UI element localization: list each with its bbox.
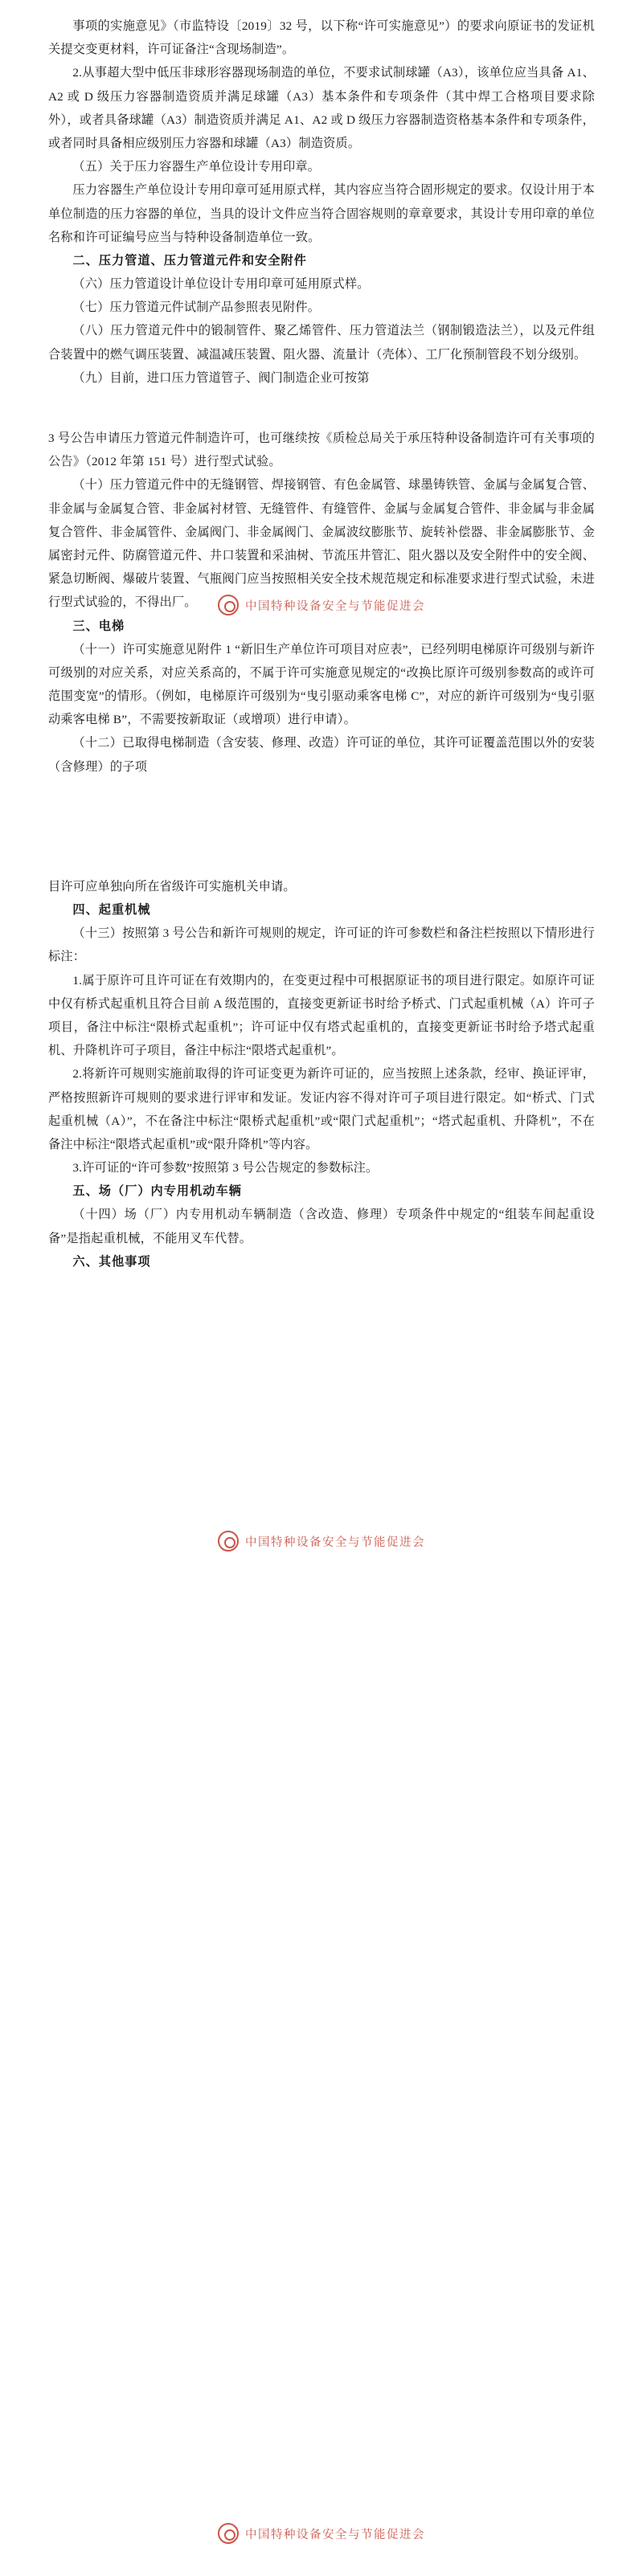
section-heading: 五、场（厂）内专用机动车辆 (72, 1184, 242, 1199)
certification-seal-icon (218, 1531, 239, 1552)
watermark (0, 2523, 643, 2544)
paragraph: （六）压力管道设计单位设计专用印章可延用原式样。 (72, 277, 370, 292)
paragraph: 1.属于原许可且许可证在有效期内的，在变更过程中可根据原证书的项目进行限定。如原许可证中仅有桥式起重机且符合目前 A 级范围的，直接变更新证书时给予桥式、门式起重机械（A）许可子项目，备注中标注“限桥式起重机”；许可证中仅有塔式起重机的，直接变更新证书时给予塔式起重机、升降机许可子项目，备注中标注“限塔式起重机”。 (48, 973, 595, 1058)
paragraph: （十）压力管道元件中的无缝钢管、焊接钢管、有色金属管、球墨铸铁管、金属与金属复合管、非金属与金属复合管、非金属衬材管、无缝管件、有缝管件、金属与金属复合管件、非金属与非金属复合管件、非金属管件、金属阀门、非金属阀门、金属波纹膨胀节、旋转补偿器、非金属膨胀节、金属密封元件、防腐管道元件、井口装置和采油树、节流压井管汇、阻火器以及安全附件中的安全阀、紧急切断阀、爆破片装置、气瓶阀门应当按照相关安全技术规范规定和标准要求进行型式试验，未进行型式试验的，不得出厂。 (48, 478, 595, 610)
paragraph: 3 号公告申请压力管道元件制造许可，也可继续按《质检总局关于承压特种设备制造许可有关事项的公告》（2012 年第 151 号）进行型式试验。 (48, 431, 595, 469)
paragraph: （九）目前，进口压力管道管子、阀门制造企业可按第 (72, 370, 370, 385)
watermark (0, 1531, 643, 1552)
paragraph: （十一）许可实施意见附件 1 “新旧生产单位许可项目对应表”，已经列明电梯原许可级别与新许可级别的对应关系，对应关系高的，不属于许可实施意见规定的“改换比原许可级别参数高的或许可范围变宽”的情形。（例如，电梯原许可级别为“曳引驱动乘客电梯 C”，对应的新许可级别为“曳引驱动乘客电梯 B”，不需要按新取证（或增项）进行申请）。 (48, 642, 595, 727)
section-heading: 二、压力管道、压力管道元件和安全附件 (72, 253, 307, 268)
document-body (48, 14, 595, 1274)
page-break-gap (48, 390, 595, 427)
paragraph: （七）压力管道元件试制产品参照表见附件。 (72, 301, 321, 315)
paragraph: 2.从事超大型中低压非球形容器现场制造的单位，不要求试制球罐（A3），该单位应当具备 A1、A2 或 D 级压力容器制造资质并满足球罐（A3）基本条件和专项条件（其中焊工合格项目要求除外），或者具备球罐（A3）制造资质并满足 A1、A2 或 D 级压力容器制造资格基本条件和专项条件，或者同时具备相应级别压力容器和球罐（A3）制造资质。 (48, 66, 595, 150)
paragraph: （十四）场（厂）内专用机动车辆制造（含改造、修理）专项条件中规定的“组装车间起重设备”是指起重机械，不能用叉车代替。 (48, 1208, 595, 1245)
section-heading: 六、其他事项 (72, 1254, 151, 1269)
paragraph: （八）压力管道元件中的锻制管件、聚乙烯管件、压力管道法兰（钢制锻造法兰），以及元件组合装置中的燃气调压装置、减温减压装置、阻火器、流量计（壳体）、工厂化预制管段不划分级别。 (48, 324, 595, 362)
paragraph: 事项的实施意见》（市监特设〔2019〕32 号，以下称“许可实施意见”）的要求向原证书的发证机关提交变更材料，许可证备注“含现场制造”。 (48, 19, 595, 57)
section-heading: 四、起重机械 (72, 903, 151, 917)
paragraph: 压力容器生产单位设计专用印章可延用原式样，其内容应当符合固形规定的要求。仅设计用于本单位制造的压力容器的单位，当具的设计文件应当符合固容规则的章章要求，其设计专用印章的单位名称和许可证编号应当与特种设备制造单位一致。 (48, 183, 595, 244)
paragraph: 3.许可证的“许可参数”按照第 3 号公告规定的参数标注。 (72, 1161, 379, 1176)
certification-seal-icon (218, 2523, 239, 2544)
paragraph: 2.将新许可规则实施前取得的许可证变更为新许可证的，应当按照上述条款，经审、换证评审，严格按照新许可规则的要求进行评审和发证。发证内容不得对许可子项目进行限定。如“桥式、门式起重机械（A）”，不在备注中标注“限桥式起重机”或“限门式起重机”；“塔式起重机、升降机”，不在备注中标注“限塔式起重机”或“限升降机”等内容。 (48, 1067, 595, 1151)
page-break-gap (48, 779, 595, 875)
paragraph: 目许可应单独向所在省级许可实施机关申请。 (48, 879, 296, 893)
paragraph: （十三）按照第 3 号公告和新许可规则的规定，许可证的许可参数栏和备注栏按照以下情形进行标注： (48, 926, 595, 964)
paragraph: （五）关于压力容器生产单位设计专用印章。 (72, 160, 321, 174)
watermark-text: 中国特种设备安全与节能促进会 (245, 599, 425, 613)
watermark-text: 中国特种设备安全与节能促进会 (245, 1535, 425, 1549)
watermark-text: 中国特种设备安全与节能促进会 (245, 2528, 425, 2541)
paragraph: （十二）已取得电梯制造（含安装、修理、改造）许可证的单位，其许可证覆盖范围以外的安装（含修理）的子项 (48, 736, 595, 774)
section-heading: 三、电梯 (72, 619, 125, 633)
